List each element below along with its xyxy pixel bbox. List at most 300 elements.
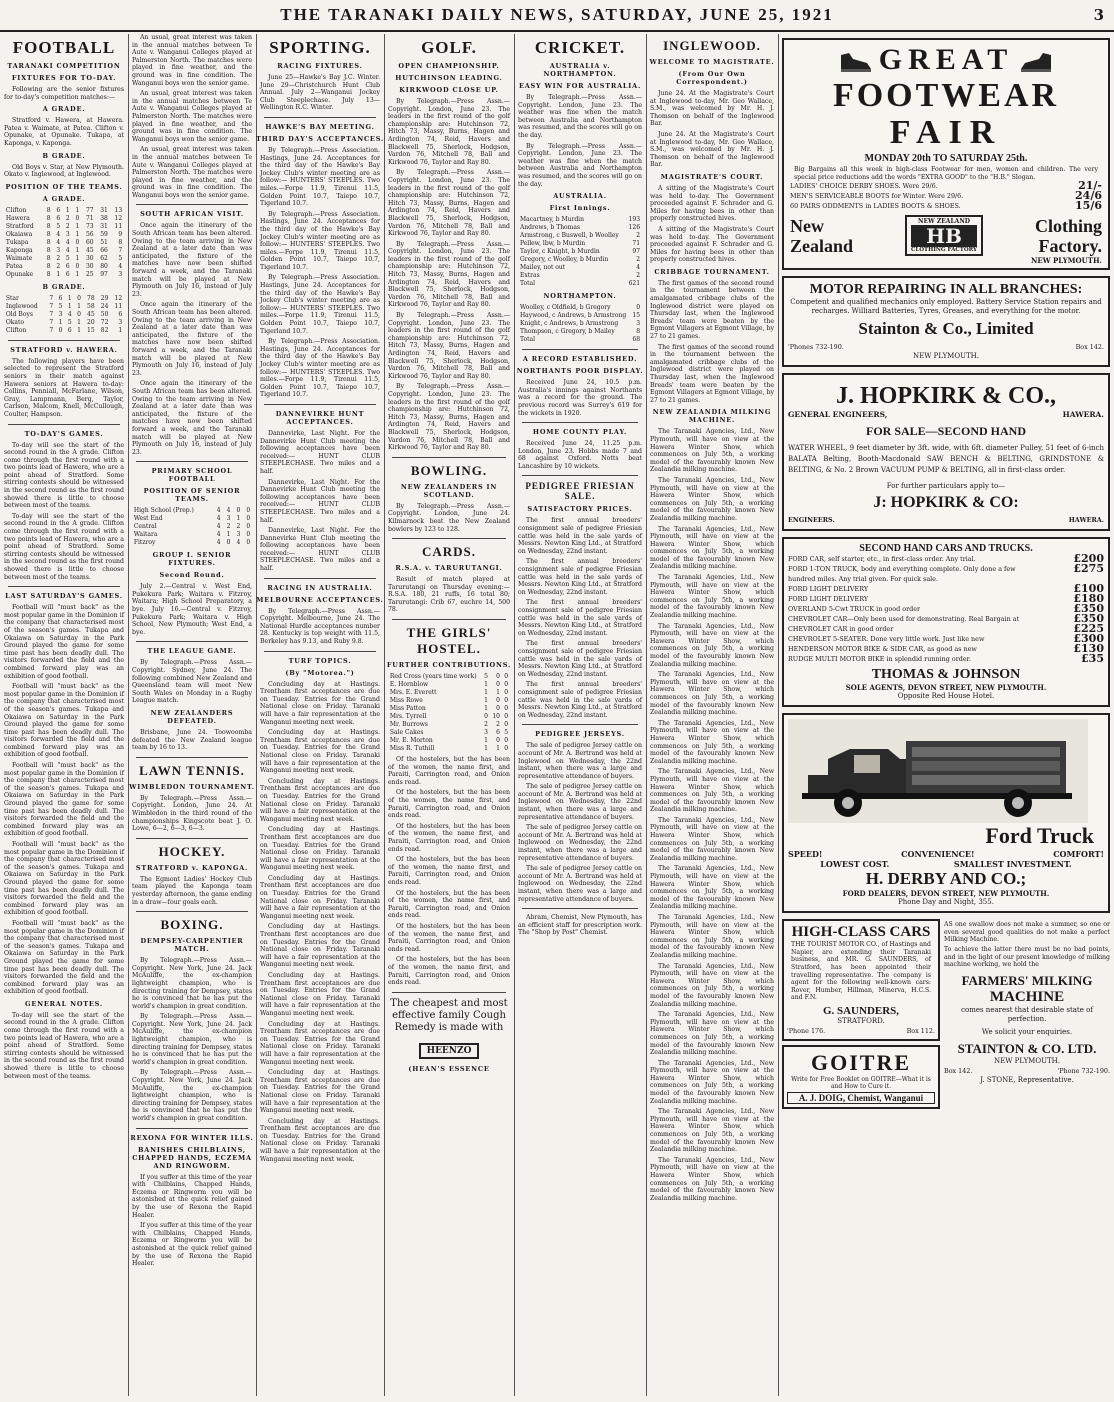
table-cell: 71 <box>85 214 94 222</box>
table-cell: Red Cross (years time work) <box>389 673 477 681</box>
table-cell: 4 <box>216 515 221 523</box>
table-cell: 5 <box>118 254 123 262</box>
table-cell: 3 <box>118 318 123 326</box>
hopkirk-engineers: ENGINEERS. <box>788 516 835 525</box>
turf-heading: TURF TOPICS. <box>288 656 352 665</box>
hostel-table <box>388 673 510 753</box>
table-cell: 7 <box>49 294 54 302</box>
table-cell: E. Hornblow <box>389 681 429 689</box>
car-price: £350 <box>1073 612 1104 626</box>
milking-text-3: The Taranaki Agencies, Ltd., New Plymouth, will have on view at the Hawera Winter Show, which commences on July 5th, a working model of the favourably known New Zealandia milking machine. <box>650 525 774 571</box>
milking-text: The Taranaki Agencies, Ltd., New Plymouth, will have on view at the Hawera Winter Show, which commences on July 5th, a working model of the favourably known New Zealandia milking machine. <box>650 428 774 474</box>
table-cell: Opunake <box>5 270 34 278</box>
footwear-word-great: GREAT <box>878 43 1014 76</box>
table-cell: 5 <box>65 254 70 262</box>
table-cell: 6 <box>56 206 61 214</box>
table-cell: 82 <box>100 326 109 334</box>
melbourne-text: By Telegraph.—Press Assn.—Copyright. Melbourne, June 24. The National Hurdle acceptances number 28. Kentucky is top weight with 11.5, Berkeley has 9.13, and Ruby 9.8. <box>260 607 380 646</box>
milking-text-6: The Taranaki Agencies, Ltd., New Plymouth, will have on view at the Hawera Winter Show, which commences on July 5th, a working model of the favourably known New Zealandia milking machine. <box>650 671 774 717</box>
table-cell: Fitzroy <box>133 539 156 547</box>
list-item <box>788 594 1104 604</box>
footwear-fair-ad <box>782 38 1110 270</box>
jersey-text-3: The sale of pedigree Jersey cattle on account of Mr. A. Bertrand was held at Inglewood on Wednesday, the 22nd instant, when there was a large and representative attendance of buyers. <box>518 824 642 862</box>
table-cell: 3 <box>58 310 63 318</box>
table-cell: 4 <box>216 531 221 539</box>
friesian-text-4: The first annual breeders' consignment sale of pedigree Friesian cattle was held in the sale yards of Messrs. Newton King Ltd., at Stratford on Wednesday, 22nd instant. <box>518 640 642 678</box>
dannevirke-text-2: Dannevirke, Last Night. For the Dannevirke Hunt Club meeting the following acceptances have been received:— HUNT CLUB STEEPLECHASE. Two miles and a half. <box>260 478 380 524</box>
table-cell: 0 <box>75 238 80 246</box>
home-county-text: Received June 24, 11.25 p.m. London, June 23. Hobbs made 7 and 68 against Oxford. Notts beat Lancashire by 10 wickets. <box>518 440 642 470</box>
boxing-text-3: By Telegraph.—Press Assn.—Copyright. New York, June 24. Jack McAuliffe, the ex-champion lightweight champion, who is directing training for Dempsey, states he is convinced that he has put the world's champion in great condition. <box>132 1069 252 1122</box>
table-cell: 193 <box>628 216 641 224</box>
jersey-text-2: The sale of pedigree Jersey cattle on account of Mr. A. Bertrand was held at Inglewood on Wednesday, the 22nd instant, when there was a large and representative attendance of buyers. <box>518 783 642 821</box>
table-cell: Mailey, not out <box>519 264 566 272</box>
table-cell: Mr. E. Morton <box>389 737 433 745</box>
table-cell: 7 <box>49 318 54 326</box>
last-saturday-text-5: Football will "must back" as the most popular game in the Dominion if the company that characterised most of the season's games. Tukapa and Okaiawa on Saturday in the Park Ground played the game for some time past has been deadly dull. The visitors forwarded the field and the combined forward play was an exhibition of good football. <box>4 919 124 996</box>
racing-heading: RACING FIXTURES. <box>277 62 363 70</box>
table-cell: 0 <box>246 507 251 515</box>
footwear-price-row <box>790 181 1102 191</box>
golf-text-2: By Telegraph.—Press Assn.—Copyright. London, June 23. The leaders in the first round of the golf championship are: Hutchinson 72, Hitch 73, Massy, Burns, Hagen and Ardington 74, Reid, Havers and Blackwell 75, Sherlock, Hodgson, Vardon 76, Mitchell 78, Ball and Kirkwood 76, Taylor and Ray 80. <box>388 169 510 238</box>
wimbledon-text: By Telegraph.—Press Assn.—Copyright. London, June 24. At Wimbledon in the third round of the championships Kingscote beat J. O. Lowe, 6—2, 6—3, 6—3. <box>132 794 252 833</box>
jersey-text: The sale of pedigree Jersey cattle on account of Mr. A. Bertrand was held at Inglewood on Wednesday, the 22nd instant, when there was a large and representative attendance of buyers. <box>518 742 642 780</box>
group-sub: Second Round. <box>159 571 225 580</box>
friesian-text: The first annual breeders' consignment sale of pedigree Friesian cattle was held in the sale yards of Messrs. Newton King Ltd., at Stratford on Wednesday, 22nd instant. <box>518 517 642 555</box>
australia-racing-heading: RACING IN AUSTRALIA. <box>267 583 373 592</box>
hb-meeting-heading: HAWKE'S BAY MEETING. <box>265 122 375 131</box>
cards-text: Result of match played at Tarurutangi on Thursday evening:—R.S.A. 180, 21 ruffs, 16 total 80; Tarurutangi: Crib 67, euchre 14, 500 78. <box>388 576 510 614</box>
milking-text-10: The Taranaki Agencies, Ltd., New Plymouth, will have on view at the Hawera Winter Show, which commences on July 5th, a working model of the favourably known New Zealandia milking machine. <box>650 865 774 911</box>
table-row <box>518 336 642 344</box>
table-cell: 97 <box>100 270 108 278</box>
table-cell: 7 <box>118 246 123 254</box>
car-price: £200 <box>1073 552 1104 566</box>
hockey-sub: STRATFORD v. KAPONGA. <box>135 863 249 872</box>
table-row <box>388 689 510 697</box>
table-cell: 1 <box>484 681 488 689</box>
table-cell: 5 <box>58 302 63 310</box>
third-day-heading: THIRD DAY'S ACCEPTANCES. <box>256 134 385 143</box>
hb-logo-letters: HB <box>911 225 977 247</box>
list-item <box>788 614 1104 624</box>
table-cell: 72 <box>100 318 109 326</box>
nz-defeated-heading: NEW ZEALANDERS DEFEATED. <box>150 709 234 725</box>
court-text: A sitting of the Magistrate's Court was held to-day. The Government proceeded against F. Schrader and G. Miles for having bees in other than properly constructed hives. <box>650 184 774 223</box>
table-cell: 8 <box>636 328 641 336</box>
hopkirk-place-2: HAWERA. <box>1068 516 1104 525</box>
table-cell: 12 <box>114 214 123 222</box>
hopkirk-text: WATER WHEEL, 9 feet diameter by 3ft. wide, with 6ft. diameter Pulley, 51 feet of 6-inch BALATA Belting, Booth-Macdonald SAW BENCH & BELTING, GRINDSTONE & BELTING, & No. 2 Brown VACUUM PUMP & BELTING, all in first-class order. <box>788 444 1104 475</box>
table-cell: West End <box>133 515 163 523</box>
list-item <box>788 654 1104 664</box>
turf-text: Concluding day at Hastings. Trentham first acceptances are due on Tuesday. Entries for the Grand National close on Friday. Taranaki will have a fair representation at the Wanganui meeting next week. <box>260 680 380 726</box>
table-row <box>518 280 642 288</box>
a-grade-label: A GRADE. <box>42 105 86 114</box>
turf-byline: (By "Motorea.") <box>285 668 355 677</box>
table-row <box>4 327 124 335</box>
table-row <box>518 320 642 328</box>
table-cell: 68 <box>632 336 641 344</box>
table-cell: Mrs. Tyrrell <box>389 713 427 721</box>
table-row <box>4 311 124 319</box>
table-cell: High School (Prep.) <box>133 507 194 515</box>
table-cell: 11 <box>114 222 123 230</box>
hopkirk-ad <box>782 373 1110 531</box>
goitre-title: GOITRE <box>810 1049 912 1075</box>
table-row <box>132 539 252 547</box>
table-row <box>132 515 252 523</box>
table-cell: Total <box>519 280 536 288</box>
football-heading: FOOTBALL <box>12 38 116 57</box>
table-cell: Central <box>133 523 157 531</box>
table-cell: 4 <box>216 507 221 515</box>
table-cell: 1 <box>118 326 123 334</box>
table-cell: Waimate <box>5 254 33 262</box>
stratford-text: The following players have been selected to represent the Stratford seniors in their match against Hawera seniors at Hawera to-day: Collins, Penniall, McFarlane, Wilson, Gray, Lampmann, Berg, Taylor, Carlson, Malcom, Knell, McCullough, Coulter, Hampson. <box>4 357 124 418</box>
table-cell: 1 <box>75 206 80 214</box>
table-row <box>4 319 124 327</box>
table-cell: 25 <box>85 270 94 278</box>
golf-heading: GOLF. <box>421 38 477 57</box>
milk-box: Box 142. <box>944 1066 973 1075</box>
cars-address: Opposite Red House Hotel. <box>897 692 995 701</box>
australia-label: AUSTRALIA. <box>553 192 607 201</box>
table-cell: Miss R. Tuthill <box>389 745 435 753</box>
table-cell: Patea <box>5 262 23 270</box>
car-price: £180 <box>1073 592 1104 606</box>
table-cell: 0 <box>504 737 509 745</box>
table-row <box>4 215 124 223</box>
turf-text-7: Concluding day at Hastings. Trentham first acceptances are due on Tuesday. Entries for the Grand National close on Friday. Taranaki will have a fair representation at the Wanganui meeting next week. <box>260 972 380 1017</box>
table-cell: Okato <box>5 318 24 326</box>
home-county-heading: HOME COUNTY PLAY. <box>532 428 628 437</box>
table-cell: 0 <box>496 673 500 681</box>
table-cell: 2 <box>56 254 61 262</box>
table-cell: Mrs. E. Everett <box>389 689 437 697</box>
table-cell: 59 <box>100 230 108 238</box>
table-cell: 10 <box>492 713 500 721</box>
table-row <box>4 207 124 215</box>
turf-text-2: Concluding day at Hastings. Trentham first acceptances are due on Tuesday. Entries for the Grand National close on Friday. Taranaki will have a fair representation at the Wanganui meeting next week. <box>260 729 380 775</box>
second-hand-cars-ad <box>782 537 1110 707</box>
table-row <box>4 231 124 239</box>
hostel-sub: FURTHER CONTRIBUTIONS. <box>386 661 512 670</box>
b-grade-label: B GRADE. <box>42 151 86 160</box>
todays-games-text-2: To-day will see the start of the second round in the A grade. Clifton come through the first round with a two points lead of Hawera, who are a point ahead of Stratford. Some stirring contests should be witnessed in the second round as the first round showed there is little to choose between most of the teams. <box>4 512 124 581</box>
hb-logo <box>905 215 983 256</box>
column-sport-news <box>128 34 257 1396</box>
table-cell: Clifton <box>5 206 27 214</box>
table-row <box>4 223 124 231</box>
car-description: RUDGE MULTI MOTOR BIKE in splendid running order. <box>788 655 972 664</box>
table-cell: 7 <box>49 310 54 318</box>
table-cell: 0 <box>75 214 80 222</box>
group-text: July 2.—Central v. West End, Pukekura Park; Waitara v. Fitzroy, Waitara; High School Preparatory, a bye. July 16.—Central v. Fitzroy, Pukekura Park; Waitara v. High School, New Plymouth; West End, a bye. <box>132 583 252 636</box>
milking-text-12: The Taranaki Agencies, Ltd., New Plymouth, will have on view at the Hawera Winter Show, which commences on July 5th, a working model of the favourably known New Zealandia milking machine. <box>650 962 774 1008</box>
table-cell: 0 <box>75 262 80 270</box>
table-cell: 0 <box>246 531 251 539</box>
table-cell: 1 <box>484 689 488 697</box>
table-cell: 0 <box>496 697 500 705</box>
cribbage-text: The first games of the second round in the tournament between the amalgamated cribbage clubs of the Inglewood district were played on Thursday last, when the Inglewood Breads' team were beaten by the Egmont Villagers at Egmont Village, by 27 to 21 games. <box>650 279 774 341</box>
fixtures-heading: FIXTURES FOR TO-DAY. <box>11 74 117 82</box>
todays-games-heading: TO-DAY'S GAMES. <box>24 429 104 438</box>
league-heading: THE LEAGUE GAME. <box>147 647 237 656</box>
table-row <box>518 328 642 336</box>
rexona-text-2: If you suffer at this time of the year with Chilblains, Chapped Hands, Eczema or Ringworm you will be astonished at the quick relief gained by the use of Rexona the Rapid Healer. <box>132 1222 252 1268</box>
hostel-text-3: Of the hostelers, but the has been of the women, the name first, and Paraiti, Carrington road, and Onion ends read. <box>388 822 510 853</box>
car-price: £35 <box>1081 652 1104 666</box>
table-cell: 4 <box>56 238 61 246</box>
hostel-text: Of the hostelers, but the has been of the women, the name first, and Paraiti, Carrington road, and Onion ends read. <box>388 756 510 786</box>
table-row <box>518 232 642 240</box>
dannevirke-text-3: Dannevirke, Last Night. For the Dannevirke Hunt Club meeting the following acceptances have been received:— HUNT CLUB STEEPLECHASE. Two miles and a half. <box>260 527 380 573</box>
cricket-match-heading: AUSTRALIA v. NORTHAMPTON. <box>543 62 617 78</box>
table-row <box>4 295 124 303</box>
south-african-text-3: Once again the itinerary of the South African team has been altered. Owing to the team arriving in New Zealand at a later date than was anticipated, the fixture of the matches have now been shifted forward a week, and the Taranaki match will be played at New Plymouth on July 16, instead of July 23. <box>132 380 252 456</box>
bowling-heading: BOWLING. <box>410 462 488 478</box>
shoe-icon <box>839 45 873 75</box>
table-cell: 8 <box>46 238 51 246</box>
b-fixtures: Old Boys v. Star, at New Plymouth. Okato v. Inglewood, at Inglewood. <box>4 163 124 179</box>
footwear-text: Big Bargains all this week in high-class Footwear for men, women and children. The very special price reductions add the words "EXTRA GOOD" to the "H.B." Slogan. <box>794 166 1098 181</box>
column-sporting <box>256 34 385 1396</box>
table-cell: 8 <box>46 230 51 238</box>
milking-text-11: The Taranaki Agencies, Ltd., New Plymouth, will have on view at the Hawera Winter Show, which commences on July 5th, a working model of the favourably known New Zealandia milking machine. <box>650 914 774 959</box>
ford-phone: Phone Day and Night, 355. <box>898 898 994 907</box>
table-row <box>4 271 124 279</box>
nz-defeated-text: Brisbane, June 24. Toowoomba defeated the New Zealand league team by 16 to 13. <box>132 729 252 752</box>
cribbage-heading: CRIBBAGE TOURNAMENT. <box>654 267 770 276</box>
car-price: £275 <box>1073 562 1104 576</box>
table-cell: 2 <box>484 721 488 729</box>
table-cell: Miss Rowe <box>389 697 423 705</box>
footwear-word-footwear: FOOTWEAR <box>832 77 1060 114</box>
primary-sub: POSITION OF SENIOR TEAMS. <box>143 487 241 504</box>
hostel-text-7: Of the hostelers, but the has been of the women, the name first, and Paraiti, Carrington road, and Onion ends read. <box>388 956 510 987</box>
table-cell: 1 <box>496 689 500 697</box>
b-grade-table <box>4 295 124 335</box>
ford-dealers: FORD DEALERS, DEVON STREET, NEW PLYMOUTH. <box>842 889 1050 899</box>
table-cell: 3 <box>118 270 123 278</box>
table-cell: 0 <box>246 539 251 547</box>
column-football <box>0 34 129 1396</box>
rexona-sub: BANISHES CHILBLAINS, CHAPPED HANDS, ECZEMA AND RINGWORM. <box>132 1145 252 1170</box>
table-cell: 6 <box>67 326 72 334</box>
table-cell: 0 <box>504 713 509 721</box>
column-advertisements <box>778 34 1114 1396</box>
table-cell: 0 <box>496 681 500 689</box>
masthead-title: THE TARANAKI DAILY NEWS, SATURDAY, JUNE 25, 1921 <box>280 5 834 24</box>
hockey-heading: HOCKEY. <box>158 843 226 859</box>
rexona-text: If you suffer at this time of the year with Chilblains, Chapped Hands, Eczema or Ringworm you will be astonished at the quick relief gained by the use of Rexona the Rapid Healer. <box>132 1173 252 1219</box>
table-cell: Stratford <box>5 222 34 230</box>
table-cell: 2 <box>56 262 61 270</box>
footwear-price: 21/- <box>1078 179 1102 193</box>
motor-place: NEW PLYMOUTH. <box>913 352 979 361</box>
table-cell: 1 <box>484 705 488 713</box>
table-cell: 8 <box>46 222 51 230</box>
table-cell: 4 <box>226 507 231 515</box>
table-cell: Taylor, c Knight, b Murdin <box>519 248 600 256</box>
farmers-milking-ad <box>944 919 1110 1109</box>
table-cell: 80 <box>100 262 108 270</box>
bowling-sub: NEW ZEALANDERS IN SCOTLAND. <box>400 482 498 499</box>
hb-left-2: Zealand <box>790 235 854 256</box>
table-cell: 126 <box>628 224 641 232</box>
table-cell: 1 <box>484 697 488 705</box>
car-price: £100 <box>1073 582 1104 596</box>
table-cell: 0 <box>504 705 509 713</box>
boxing-text-2: By Telegraph.—Press Assn.—Copyright. New York, June 24. Jack McAuliffe, the ex-champion lightweight champion, who is directing training for Dempsey, states he is convinced that he has put the world's champion in great condition. <box>132 1013 252 1066</box>
table-cell: 0 <box>496 737 500 745</box>
column-cricket <box>514 34 647 1396</box>
ford-truck-ad <box>782 713 1110 913</box>
hockey-text: The Egmont Ladies' Hockey Club team played the Kaponga team yesterday afternoon, the game ending in a draw—four goals each. <box>132 875 252 906</box>
hb-logo-bottom: CLOTHING FACTORY <box>911 247 977 254</box>
general-notes-heading: GENERAL NOTES. <box>25 999 103 1008</box>
table-cell: Knight, c Andrews, b Armstrong <box>519 320 619 328</box>
table-cell: 78 <box>87 294 95 302</box>
northampton-scorecard <box>518 304 642 344</box>
a-grade-table <box>4 207 124 279</box>
table-cell: 13 <box>114 206 123 214</box>
table-cell: Star <box>5 294 19 302</box>
table-cell: 6 <box>496 729 500 737</box>
table-cell: Mr. Burrows <box>389 721 428 729</box>
table-cell: 1 <box>67 302 72 310</box>
cough-ad-text: The cheapest and most effective family Cough Remedy is made with <box>390 997 508 1033</box>
ford-cost: LOWEST COST. <box>820 859 890 870</box>
ford-title: Ford Truck <box>985 823 1094 849</box>
table-cell: 6 <box>65 262 70 270</box>
table-row <box>388 721 510 729</box>
milk-title-2: MACHINE <box>989 988 1065 1005</box>
footwear-price: 24/6 <box>1075 189 1102 203</box>
fixtures-intro: Following are the senior fixtures for to-day's competition matches:— <box>4 86 124 101</box>
welcome-sub: (From Our Own Correspondent.) <box>676 70 748 86</box>
boxing-heading: BOXING. <box>160 917 224 933</box>
table-cell: 1 <box>236 515 241 523</box>
milk-invite: We solicit your enquiries. <box>981 1027 1073 1036</box>
footwear-item: LADIES' CHOICE DERBY SHOES. Were 29/6. <box>790 182 938 191</box>
hostel-text-6: Of the hostelers, but the has been of the women, the name first, and Paraiti, Carrington road, and Onion ends read. <box>388 922 510 953</box>
college-text-2: An usual, great interest was taken in the annual matches between Te Aute v. Wanganui Colleges played at Palmerston North. The matches were played in fine weather, and the ground was in fine condition. The Wanganui boys won the senior game. <box>132 90 252 143</box>
table-cell: 50 <box>100 310 109 318</box>
table-cell: 66 <box>100 246 108 254</box>
ford-comfort: COMFORT! <box>1053 849 1104 860</box>
hb-left-1: New <box>790 215 824 236</box>
table-cell: 3 <box>65 230 70 238</box>
inglewood-heading: INGLEWOOD. <box>663 38 761 53</box>
court-text-2: A sitting of the Magistrate's Court was held to-day. The Government proceeded against F. Schrader and G. Miles for having bees in other than properly constructed hives. <box>650 225 774 264</box>
hc-place: STRATFORD. <box>837 1016 885 1025</box>
college-text: An usual, great interest was taken in the annual matches between Te Aute v. Wanganui Colleges played at Palmerston North. The matches were played in fine weather, and the ground was in fine condition. The Wanganui boys won the senior game. <box>132 34 252 87</box>
table-cell: 0 <box>636 304 641 312</box>
group-heading: GROUP I. SENIOR FIXTURES. <box>152 551 232 568</box>
table-cell: 2 <box>496 721 500 729</box>
shoe-icon <box>1019 45 1053 75</box>
jersey-heading: PEDIGREE JERSEYS. <box>535 730 625 739</box>
milk-phone: 'Phone 732-190. <box>1057 1066 1110 1075</box>
table-cell: 1 <box>75 254 80 262</box>
table-row <box>132 531 252 539</box>
table-cell: 0 <box>226 539 231 547</box>
table-cell: 6 <box>58 294 63 302</box>
table-row <box>518 264 642 272</box>
table-cell: 4 <box>216 539 221 547</box>
table-cell: 1 <box>77 318 81 326</box>
car-description: HENDERSON MOTOR BIKE & SIDE CAR, as good as new <box>788 645 977 654</box>
friesian-sub: SATISFACTORY PRICES. <box>527 505 633 514</box>
car-description: CHEVROLET CAR in good order <box>788 625 894 634</box>
table-cell: 3 <box>226 515 231 523</box>
table-cell: Okaiawa <box>5 230 33 238</box>
motor-box: Box 142. <box>1075 343 1104 352</box>
south-african-heading: SOUTH AFRICAN VISIT. <box>140 210 244 219</box>
table-cell: 1 <box>75 222 80 230</box>
table-cell: 3 <box>56 246 61 254</box>
hopkirk-sale: FOR SALE—SECOND HAND <box>865 424 1027 439</box>
south-african-text-2: Once again the itinerary of the South African team has been altered. Owing to the team arriving in New Zealand at a later date than was anticipated, the fixture of the matches have now been shifted forward a week, and the Taranaki match will be played at New Plymouth on July 16, instead of July 23. <box>132 301 252 377</box>
goitre-firm: A. J. DOIG, Chemist, Wanganui <box>787 1092 935 1104</box>
table-cell: 2 <box>236 523 241 531</box>
table-cell: 1 <box>75 230 80 238</box>
ford-investment: SMALLEST INVESTMENT. <box>953 859 1072 870</box>
open-heading: OPEN CHAMPIONSHIP. <box>398 62 500 70</box>
south-african-text: Once again the itinerary of the South African team has been altered. Owing to the team arriving in New Zealand at a later date than was anticipated, the fixture of the matches have now been shifted forward a week, and the Taranaki match will be played at New Plymouth on July 16, instead of July 23. <box>132 222 252 298</box>
table-cell: 24 <box>100 302 109 310</box>
table-cell: 0 <box>504 721 509 729</box>
table-row <box>388 673 510 681</box>
record-text: Received June 24, 10.5 p.m. Australia's innings against Northants was a record for the ground. The previous record was Surrey's 619 for the wickets in 1920. <box>518 379 642 417</box>
milk-text: To achieve the latter there must be no bad points, and in the light of our present knowledge of milking machine working, we hold the <box>944 945 1110 969</box>
sporting-heading: SPORTING. <box>269 38 371 57</box>
table-cell: 0 <box>484 713 488 721</box>
table-cell: 30 <box>85 254 94 262</box>
table-cell: 5 <box>67 318 72 326</box>
hc-firm: G. SAUNDERS, <box>822 1004 900 1017</box>
cricket-text: By Telegraph.—Press Assn.—Copyright. London, June 23. The weather was fine when the match between Australia and Northampton was resumed, and the scores will go on the day. <box>518 94 642 139</box>
milk-firm: STAINTON & CO. LTD. <box>957 1040 1097 1056</box>
table-cell: 0 <box>504 697 509 705</box>
last-saturday-text: Football will "must back" as the most popular game in the Dominion if the company that characterised most of the season's games. Tukapa and Okaiawa on Saturday in the Park Ground played the game for some time past has been deadly dull. The visitors forwarded the field and the combined forward play was an exhibition of good football. <box>4 604 124 680</box>
dannevirke-text: Dannevirke, Last Night. For the Dannevirke Hunt Club meeting the following acceptances have been received:— HUNT CLUB STEEPLECHASE. Two miles and a half. <box>260 429 380 475</box>
car-description: CHEVROLET 5-SEATER. Done very little work. Just like new <box>788 635 985 644</box>
hopkirk-sub: GENERAL ENGINEERS, <box>788 410 888 420</box>
milk-title-1: FARMERS' MILKING <box>961 972 1093 988</box>
milking-heading: NEW ZEALANDIA MILKING MACHINE. <box>652 408 772 425</box>
table-cell: 73 <box>85 222 94 230</box>
table-row <box>4 255 124 263</box>
table-cell: 2 <box>636 232 641 240</box>
table-cell: Extras <box>519 272 540 280</box>
table-cell: Waitara <box>133 531 158 539</box>
cards-sub: R.S.A. v. TARURUTANGI. <box>395 564 503 573</box>
table-cell: Thompson, c Gregory, b Mailey <box>519 328 615 336</box>
jersey-text-4: The sale of pedigree Jersey cattle on account of Mr. A. Bertrand was held at Inglewood on Wednesday, the 22nd instant, when there was a large and representative attendance of buyers. <box>518 865 642 903</box>
cricket-heading: CRICKET. <box>534 38 626 57</box>
table-cell: 2 <box>636 272 641 280</box>
table-cell: 3 <box>636 320 641 328</box>
car-description: OVERLAND 5-Cwt TRUCK in good order <box>788 605 921 614</box>
table-row <box>388 737 510 745</box>
heenzo-logo: HEENZO <box>419 1043 480 1059</box>
table-cell: 45 <box>87 310 95 318</box>
table-cell: 29 <box>100 294 109 302</box>
list-item <box>788 644 1104 654</box>
